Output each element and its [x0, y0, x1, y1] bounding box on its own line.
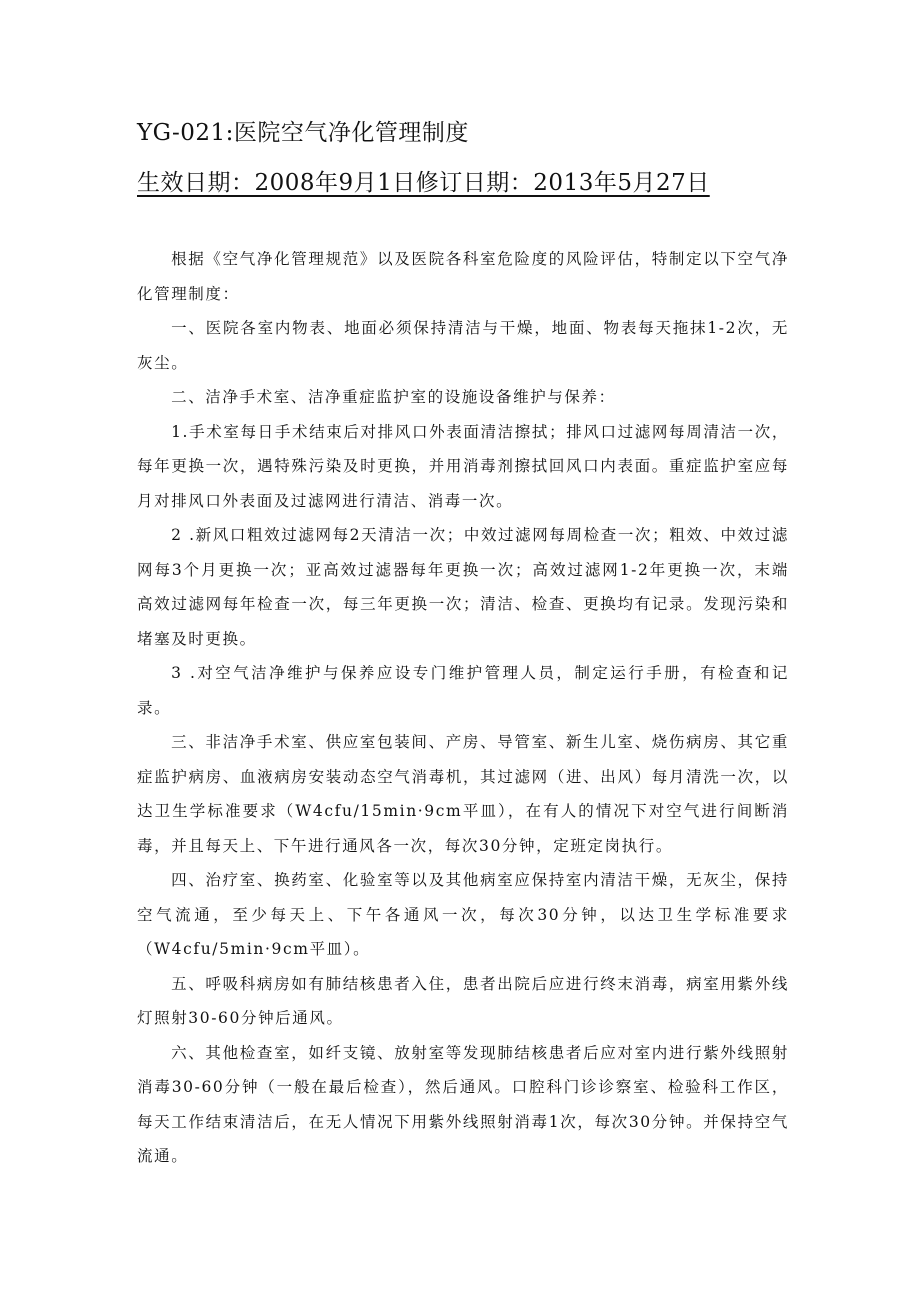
paragraph-1: 一、医院各室内物表、地面必须保持清洁与干燥，地面、物表每天拖抹1-2次，无灰尘。: [137, 319, 789, 372]
paragraph-2-1: 1.手术室每日手术结束后对排风口外表面清洁擦拭；排风口过滤网每周清洁一次，每年更换一次，遇特殊污染及时更换，并用消毒剂擦拭回风口内表面。重症监护室应每月对排风口外表面及过滤网进行清洁、消毒一次。: [137, 422, 789, 510]
document-title: YG-021:医院空气净化管理制度: [137, 120, 469, 146]
paragraph-2-3: 3 .对空气洁净维护与保养应设专门维护管理人员，制定运行手册，有检查和记录。: [137, 664, 789, 717]
paragraph-2-2: 2 .新风口粗效过滤网每2天清洁一次；中效过滤网每周检查一次；粗效、中效过滤网每3个月更换一次；亚高效过滤器每年更换一次；高效过滤网1-2年更换一次，末端高效过滤网每年检查一次，每三年更换一次；清洁、检查、更换均有记录。发现污染和堵塞及时更换。: [137, 526, 789, 648]
paragraph-3: 三、非洁净手术室、供应室包装间、产房、导管室、新生儿室、烧伤病房、其它重症监护病房、血液病房安装动态空气消毒机，其过滤网（进、出风）每月清洗一次，以达卫生学标准要求（W4cfu/15min·9cm平皿），在有人的情况下对空气进行间断消毒，并且每天上、下午进行通风各一次，每次30分钟，定班定岗执行。: [137, 733, 789, 855]
paragraph-6: 六、其他检查室，如纤支镜、放射室等发现肺结核患者后应对室内进行紫外线照射消毒30-60分钟（一般在最后检查），然后通风。口腔科门诊诊察室、检验科工作区，每天工作结束清洁后，在无人情况下用紫外线照射消毒1次，每次30分钟。并保持空气流通。: [137, 1043, 789, 1165]
document-body: [137, 242, 789, 1174]
paragraph-5: 五、呼吸科病房如有肺结核患者入住，患者出院后应进行终末消毒，病室用紫外线灯照射30-60分钟后通风。: [137, 974, 789, 1027]
paragraph-4: 四、治疗室、换药室、化验室等以及其他病室应保持室内清洁干燥，无灰尘，保持空气流通，至少每天上、下午各通风一次，每次30分钟，以达卫生学标准要求（W4cfu/5min·9cm平皿）。: [137, 871, 789, 958]
effective-revision-dates: 生效日期：2008年9月1日修订日期：2013年5月27日: [137, 170, 710, 196]
paragraph-intro: 根据《空气净化管理规范》以及医院各科室危险度的风险评估，特制定以下空气净化管理制度：: [137, 250, 789, 303]
paragraph-2: 二、洁净手术室、洁净重症监护室的设施设备维护与保养：: [171, 388, 616, 406]
